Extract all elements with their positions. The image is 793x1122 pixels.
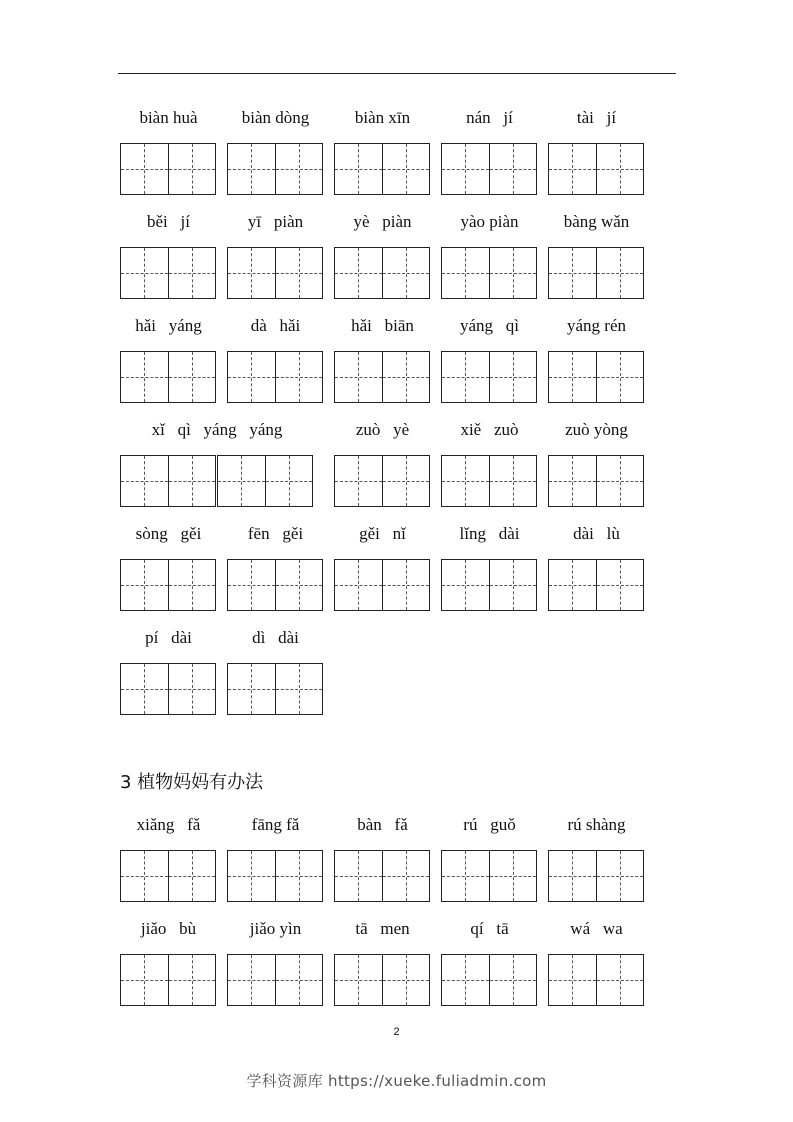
tianzige-cell[interactable] [382, 456, 429, 506]
writing-boxes[interactable] [548, 850, 644, 902]
pinyin-label: sòng gěi [135, 524, 202, 543]
tianzige-cell[interactable] [596, 851, 643, 901]
pinyin-label: jiǎo bù [140, 919, 197, 938]
tianzige-cell[interactable] [596, 560, 643, 610]
tianzige-cell[interactable] [442, 851, 489, 901]
tianzige-cell[interactable] [168, 248, 215, 298]
tianzige-cell[interactable] [275, 851, 322, 901]
writing-boxes[interactable] [227, 559, 323, 611]
writing-boxes[interactable] [441, 954, 537, 1006]
pinyin-label: jiǎo yìn [249, 919, 302, 938]
pinyin-label: fāng fǎ [251, 815, 300, 834]
tianzige-cell[interactable] [335, 352, 382, 402]
pinyin-label: yī piàn [247, 212, 304, 231]
pinyin-label: bàng wǎn [563, 212, 630, 231]
tianzige-cell[interactable] [596, 955, 643, 1005]
pinyin-label: xǐ qì yáng yáng [151, 420, 283, 439]
pinyin-label: bàn fǎ [357, 815, 408, 834]
tianzige-cell[interactable] [168, 456, 215, 506]
tianzige-cell[interactable] [596, 456, 643, 506]
tianzige-cell[interactable] [275, 664, 322, 714]
tianzige-cell[interactable] [442, 955, 489, 1005]
pinyin-label: zuò yòng [565, 420, 628, 439]
tianzige-cell[interactable] [442, 248, 489, 298]
tianzige-cell[interactable] [596, 352, 643, 402]
tianzige-cell[interactable] [275, 352, 322, 402]
tianzige-cell[interactable] [489, 248, 536, 298]
tianzige-cell[interactable] [549, 560, 596, 610]
tianzige-cell[interactable] [549, 144, 596, 194]
writing-boxes[interactable] [334, 850, 430, 902]
pinyin-label: hǎi biān [351, 316, 414, 335]
writing-boxes[interactable] [441, 850, 537, 902]
pinyin-label: rú guǒ [463, 815, 516, 834]
tianzige-cell[interactable] [549, 248, 596, 298]
tianzige-cell[interactable] [335, 955, 382, 1005]
tianzige-cell[interactable] [228, 144, 275, 194]
writing-boxes[interactable] [441, 559, 537, 611]
writing-boxes[interactable] [548, 143, 644, 195]
tianzige-cell[interactable] [275, 248, 322, 298]
writing-boxes[interactable] [334, 247, 430, 299]
writing-boxes[interactable] [548, 247, 644, 299]
pinyin-label: yè piàn [353, 212, 412, 231]
tianzige-cell[interactable] [382, 248, 429, 298]
pinyin-label: biàn xīn [354, 108, 411, 127]
tianzige-cell[interactable] [335, 851, 382, 901]
pinyin-label: pí dài [145, 628, 192, 647]
tianzige-cell[interactable] [382, 851, 429, 901]
writing-boxes[interactable] [120, 850, 216, 902]
tianzige-cell[interactable] [275, 560, 322, 610]
writing-boxes[interactable] [227, 954, 323, 1006]
footer-watermark: 学科资源库 https://xueke.fuliadmin.com [246, 1072, 547, 1090]
tianzige-cell[interactable] [596, 248, 643, 298]
tianzige-cell[interactable] [335, 560, 382, 610]
writing-boxes[interactable] [334, 559, 430, 611]
writing-boxes[interactable] [120, 351, 216, 403]
tianzige-cell[interactable] [275, 955, 322, 1005]
writing-boxes[interactable] [441, 143, 537, 195]
tianzige-cell[interactable] [168, 664, 215, 714]
writing-boxes[interactable] [227, 247, 323, 299]
tianzige-cell[interactable] [121, 352, 168, 402]
tianzige-cell[interactable] [489, 560, 536, 610]
writing-boxes[interactable] [120, 247, 216, 299]
tianzige-cell[interactable] [442, 144, 489, 194]
tianzige-cell[interactable] [121, 456, 168, 506]
section-title: 3 植物妈妈有办法 [120, 772, 264, 793]
pinyin-label: yáng qì [459, 316, 520, 335]
tianzige-cell[interactable] [121, 851, 168, 901]
writing-boxes[interactable] [334, 351, 430, 403]
tianzige-cell[interactable] [489, 851, 536, 901]
tianzige-cell[interactable] [489, 955, 536, 1005]
tianzige-cell[interactable] [275, 144, 322, 194]
tianzige-cell[interactable] [489, 144, 536, 194]
tianzige-cell[interactable] [121, 144, 168, 194]
writing-boxes[interactable] [120, 954, 216, 1006]
pinyin-label: biàn dòng [241, 108, 310, 127]
tianzige-cell[interactable] [228, 248, 275, 298]
tianzige-cell[interactable] [549, 456, 596, 506]
pinyin-label: yào piàn [460, 212, 519, 231]
tianzige-cell[interactable] [489, 352, 536, 402]
pinyin-label: tā men [355, 919, 410, 938]
tianzige-cell[interactable] [596, 144, 643, 194]
tianzige-cell[interactable] [121, 560, 168, 610]
tianzige-cell[interactable] [121, 664, 168, 714]
pinyin-label: wá wa [570, 919, 623, 938]
writing-boxes[interactable] [441, 247, 537, 299]
pinyin-label: rú shàng [567, 815, 626, 834]
tianzige-cell[interactable] [549, 955, 596, 1005]
tianzige-cell[interactable] [335, 144, 382, 194]
tianzige-cell[interactable] [168, 560, 215, 610]
pinyin-label: xiǎng fǎ [136, 815, 201, 834]
tianzige-cell[interactable] [228, 352, 275, 402]
writing-boxes[interactable] [227, 663, 323, 715]
tianzige-cell[interactable] [489, 456, 536, 506]
tianzige-cell[interactable] [442, 352, 489, 402]
pinyin-label: tài jí [576, 108, 617, 127]
pinyin-label: xiě zuò [460, 420, 519, 439]
writing-boxes[interactable] [227, 351, 323, 403]
writing-boxes[interactable] [548, 455, 644, 507]
tianzige-cell[interactable] [382, 560, 429, 610]
writing-boxes[interactable] [227, 143, 323, 195]
writing-boxes[interactable] [120, 663, 216, 715]
tianzige-cell[interactable] [121, 248, 168, 298]
writing-boxes[interactable] [334, 455, 430, 507]
tianzige-cell[interactable] [218, 456, 265, 506]
pinyin-label: fēn gěi [247, 524, 304, 543]
writing-boxes[interactable] [548, 559, 644, 611]
tianzige-cell[interactable] [335, 456, 382, 506]
tianzige-cell[interactable] [335, 248, 382, 298]
writing-boxes[interactable] [120, 143, 216, 195]
pinyin-label: běi jí [147, 212, 190, 231]
tianzige-cell[interactable] [121, 955, 168, 1005]
writing-boxes[interactable] [441, 455, 537, 507]
writing-boxes[interactable] [334, 143, 430, 195]
tianzige-cell[interactable] [265, 456, 312, 506]
pinyin-label: gěi nǐ [359, 524, 406, 543]
tianzige-cell[interactable] [549, 851, 596, 901]
writing-boxes[interactable] [334, 954, 430, 1006]
tianzige-cell[interactable] [168, 144, 215, 194]
page-number: 2 [393, 1026, 400, 1038]
writing-boxes[interactable] [227, 850, 323, 902]
tianzige-cell[interactable] [549, 352, 596, 402]
tianzige-cell[interactable] [228, 955, 275, 1005]
pinyin-label: lǐng dài [459, 524, 520, 543]
tianzige-cell[interactable] [228, 560, 275, 610]
pinyin-label: yáng rén [566, 316, 626, 335]
pinyin-label: biàn huà [139, 108, 198, 127]
pinyin-label: dà hǎi [250, 316, 301, 335]
writing-boxes[interactable] [548, 351, 644, 403]
pinyin-label: dài lù [573, 524, 620, 543]
writing-boxes[interactable] [120, 559, 216, 611]
writing-boxes[interactable] [441, 351, 537, 403]
tianzige-cell[interactable] [228, 664, 275, 714]
writing-boxes[interactable] [120, 455, 216, 507]
tianzige-cell[interactable] [382, 144, 429, 194]
pinyin-label: dì dài [252, 628, 299, 647]
tianzige-cell[interactable] [382, 955, 429, 1005]
tianzige-cell[interactable] [228, 851, 275, 901]
tianzige-cell[interactable] [442, 456, 489, 506]
tianzige-cell[interactable] [168, 955, 215, 1005]
tianzige-cell[interactable] [442, 560, 489, 610]
tianzige-cell[interactable] [168, 851, 215, 901]
pinyin-label: nán jí [466, 108, 513, 127]
pinyin-label: zuò yè [355, 420, 410, 439]
tianzige-cell[interactable] [168, 352, 215, 402]
writing-boxes[interactable] [548, 954, 644, 1006]
pinyin-label: hǎi yáng [135, 316, 202, 335]
writing-boxes[interactable] [217, 455, 313, 507]
tianzige-cell[interactable] [382, 352, 429, 402]
pinyin-label: qí tā [470, 919, 509, 938]
